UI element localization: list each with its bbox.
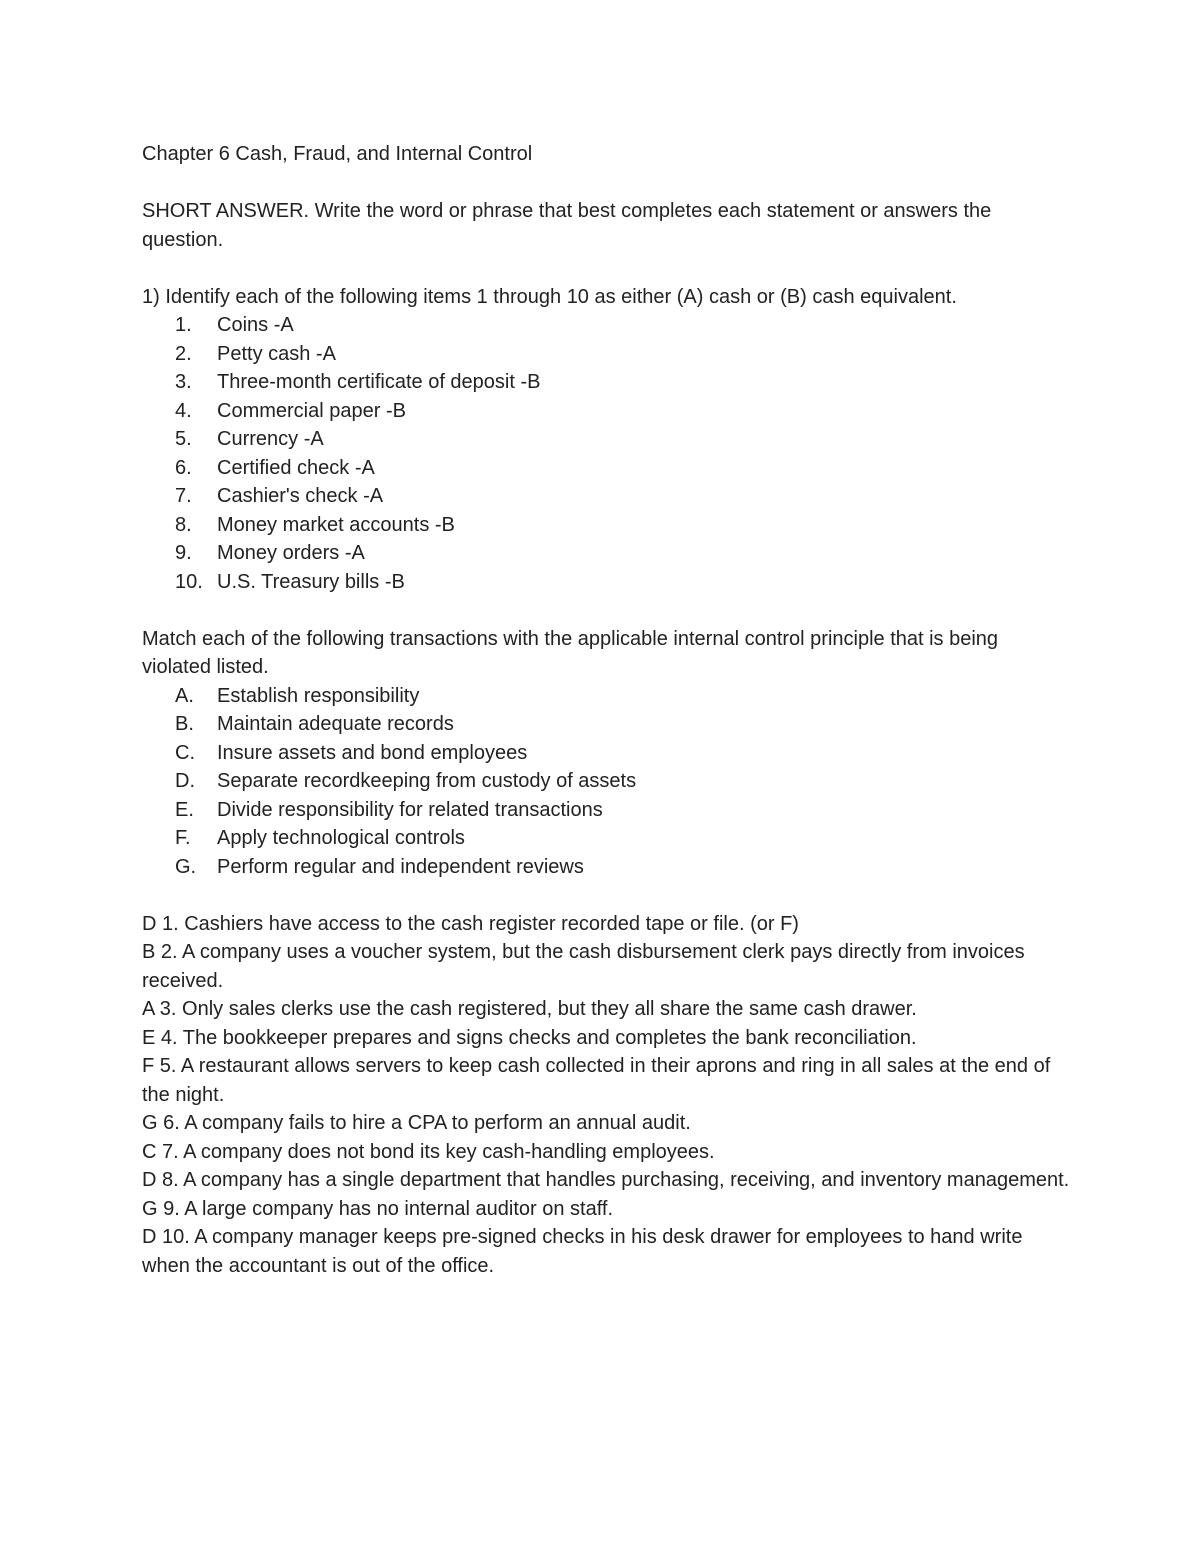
list-item-text: Divide responsibility for related transactions [217, 798, 603, 821]
list-marker: G. [175, 855, 197, 878]
list-item-text: Petty cash -A [217, 342, 336, 365]
list-marker: 4. [175, 399, 192, 422]
spacer [142, 596, 1070, 625]
question-2-prompt: Match each of the following transactions with the applicable internal control principle that is being violated listed. [142, 627, 999, 678]
list-item [142, 425, 1070, 454]
answer-line: B 2. A company uses a voucher system, but the cash disbursement clerk pays directly from invoices received. [142, 941, 1025, 992]
list-marker: E. [175, 798, 194, 821]
list-marker: 3. [175, 371, 192, 393]
list-item-text: Separate recordkeeping from custody of assets [217, 770, 637, 792]
list-item [142, 710, 1070, 739]
question-1-prompt: 1) Identify each of the following items 1 through 10 as either (A) cash or (B) cash equivalent. [142, 285, 957, 308]
answer-line: G 9. A large company has no internal auditor on staff. [142, 1197, 614, 1220]
list-item-text: Insure assets and bond employees [217, 741, 528, 764]
list-item-text: Currency -A [217, 428, 324, 450]
answer-line: C 7. A company does not bond its key cash-handling employees. [142, 1140, 715, 1163]
instructions: SHORT ANSWER. Write the word or phrase that best completes each statement or answers the question. [142, 200, 992, 251]
list-item-text: Establish responsibility [217, 684, 420, 707]
answer-line: E 4. The bookkeeper prepares and signs checks and completes the bank reconciliation. [142, 1026, 917, 1049]
list-item-text: U.S. Treasury bills -B [217, 570, 405, 593]
answer-line: F 5. A restaurant allows servers to keep cash collected in their aprons and ring in all sales at the end of the night. [142, 1055, 1051, 1106]
list-item-text: Coins -A [217, 314, 294, 336]
list-item [142, 739, 1070, 768]
list-item [142, 397, 1070, 426]
list-marker: 9. [175, 542, 192, 564]
answer-line: A 3. Only sales clerks use the cash registered, but they all share the same cash drawer. [142, 998, 917, 1020]
list-marker: D. [175, 770, 195, 792]
list-marker: 8. [175, 513, 192, 536]
list-item [142, 340, 1070, 369]
list-item-text: Apply technological controls [217, 827, 465, 849]
answer-line: D 1. Cashiers have access to the cash register recorded tape or file. (or F) [142, 912, 799, 935]
list-item [142, 454, 1070, 483]
list-marker: 5. [175, 428, 192, 450]
list-item-text: Money orders -A [217, 542, 365, 564]
list-item [142, 682, 1070, 711]
list-marker: 10. [175, 570, 203, 593]
list-item [142, 368, 1070, 397]
answer-line: G 6. A company fails to hire a CPA to perform an annual audit. [142, 1112, 691, 1134]
list-marker: 2. [175, 342, 192, 365]
list-item [142, 824, 1070, 853]
list-item [142, 767, 1070, 796]
list-item-text: Money market accounts -B [217, 513, 455, 536]
list-marker: 7. [175, 485, 192, 507]
list-item-text: Cashier's check -A [217, 485, 384, 507]
list-item [142, 853, 1070, 882]
list-marker: A. [175, 684, 194, 707]
spacer [142, 169, 1070, 198]
list-item-text: Perform regular and independent reviews [217, 855, 584, 878]
principles-list [142, 682, 1070, 882]
spacer [142, 881, 1070, 910]
list-marker: C. [175, 741, 195, 764]
list-item [142, 482, 1070, 511]
list-item [142, 796, 1070, 825]
list-marker: 1. [175, 314, 192, 336]
answer-line: D 8. A company has a single department that handles purchasing, receiving, and inventory management. [142, 1169, 1070, 1191]
list-item-text: Three-month certificate of deposit -B [217, 371, 541, 393]
list-item-text: Commercial paper -B [217, 399, 406, 422]
list-marker: 6. [175, 456, 192, 479]
list-item [142, 311, 1070, 340]
list-item [142, 511, 1070, 540]
list-marker: F. [175, 827, 191, 849]
spacer [142, 254, 1070, 283]
answer-line: D 10. A company manager keeps pre-signed checks in his desk drawer for employees to hand write when the accountant is out of the office. [142, 1226, 1023, 1277]
list-item [142, 568, 1070, 597]
cash-items-list [142, 311, 1070, 596]
list-item-text: Certified check -A [217, 456, 375, 479]
list-item-text: Maintain adequate records [217, 713, 454, 735]
document-title: Chapter 6 Cash, Fraud, and Internal Control [142, 143, 533, 165]
list-item [142, 539, 1070, 568]
list-marker: B. [175, 713, 194, 735]
answers-block [142, 910, 1070, 1281]
